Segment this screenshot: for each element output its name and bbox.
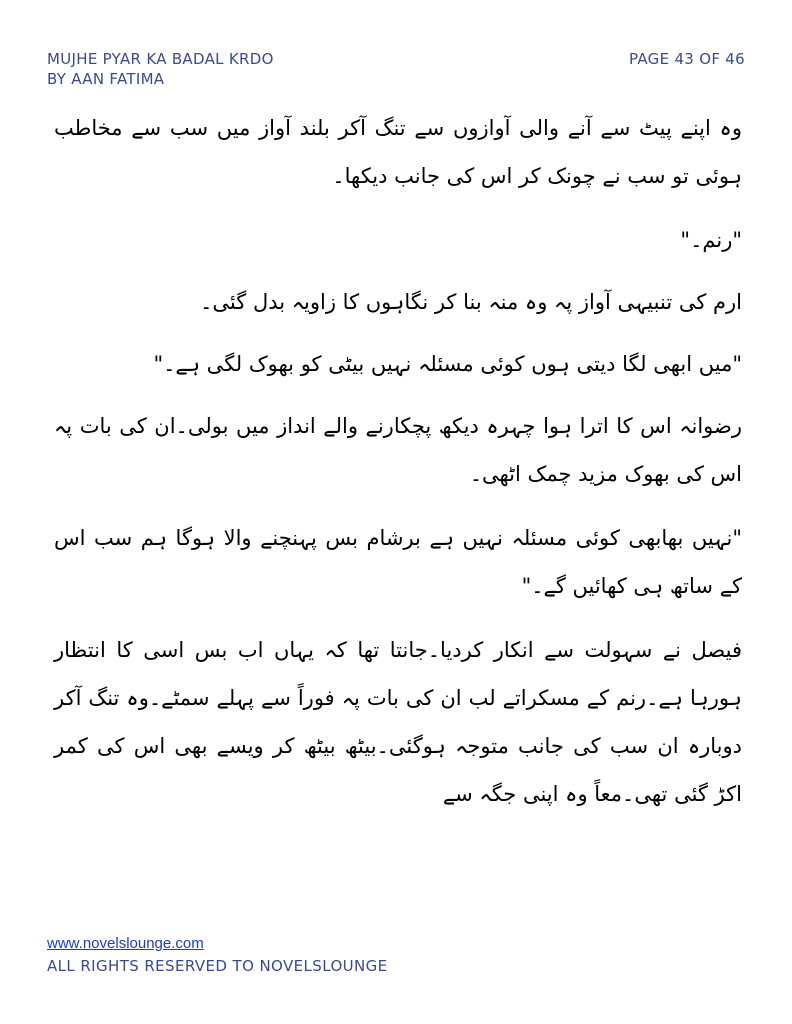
copyright-notice: ALL RIGHTS RESERVED TO NOVELSLOUNGE	[47, 957, 388, 975]
paragraph: رضوانہ اس کا اترا ہوا چہرہ دیکھ پچکارنے والے انداز میں بولی۔ان کی بات پہ اس کی بھوک مزید چمک اٹھی۔	[54, 414, 742, 486]
paragraph: ارم کی تنبیہی آواز پہ وہ منہ بنا کر نگاہوں کا زاویہ بدل گئی۔	[200, 290, 742, 314]
website-link[interactable]: www.novelslounge.com	[47, 935, 204, 952]
page-footer	[47, 934, 647, 976]
story-text	[54, 104, 742, 834]
paragraph: "رنم۔"	[680, 228, 742, 252]
paragraph: وہ اپنے پیٹ سے آنے والی آوازوں سے تنگ آکر بلند آواز میں سب سے مخاطب ہوئی تو سب نے چونک کر اس کی جانب دیکھا۔	[54, 116, 742, 188]
paragraph: "نہیں بھابھی کوئی مسئلہ نہیں ہے برشام بس پہنچنے والا ہوگا ہم سب اس کے ساتھ ہی کھائیں گے۔"	[54, 526, 742, 598]
page-number: PAGE 43 OF 46	[629, 50, 745, 68]
novel-title: MUJHE PYAR KA BADAL KRDO	[47, 50, 274, 68]
paragraph: "میں ابھی لگا دیتی ہوں کوئی مسئلہ نہیں بیٹی کو بھوک لگی ہے۔"	[153, 352, 742, 376]
author-name: BY AAN FATIMA	[47, 70, 165, 88]
page-header	[47, 46, 745, 96]
paragraph: فیصل نے سہولت سے انکار کردیا۔جانتا تھا کہ یہاں اب بس اسی کا انتظار ہورہا ہے۔رنم کے مسکراتے لب ان کی بات پہ فوراً سے پہلے سمٹے۔وہ تنگ آکر دوبارہ ان سب کی جانب متوجہ ہوگئی۔بیٹھ بیٹھ کر ویسے بھی اس کی کمر اکڑ گئی تھی۔معاً وہ اپنی جگہ سے	[54, 638, 742, 806]
